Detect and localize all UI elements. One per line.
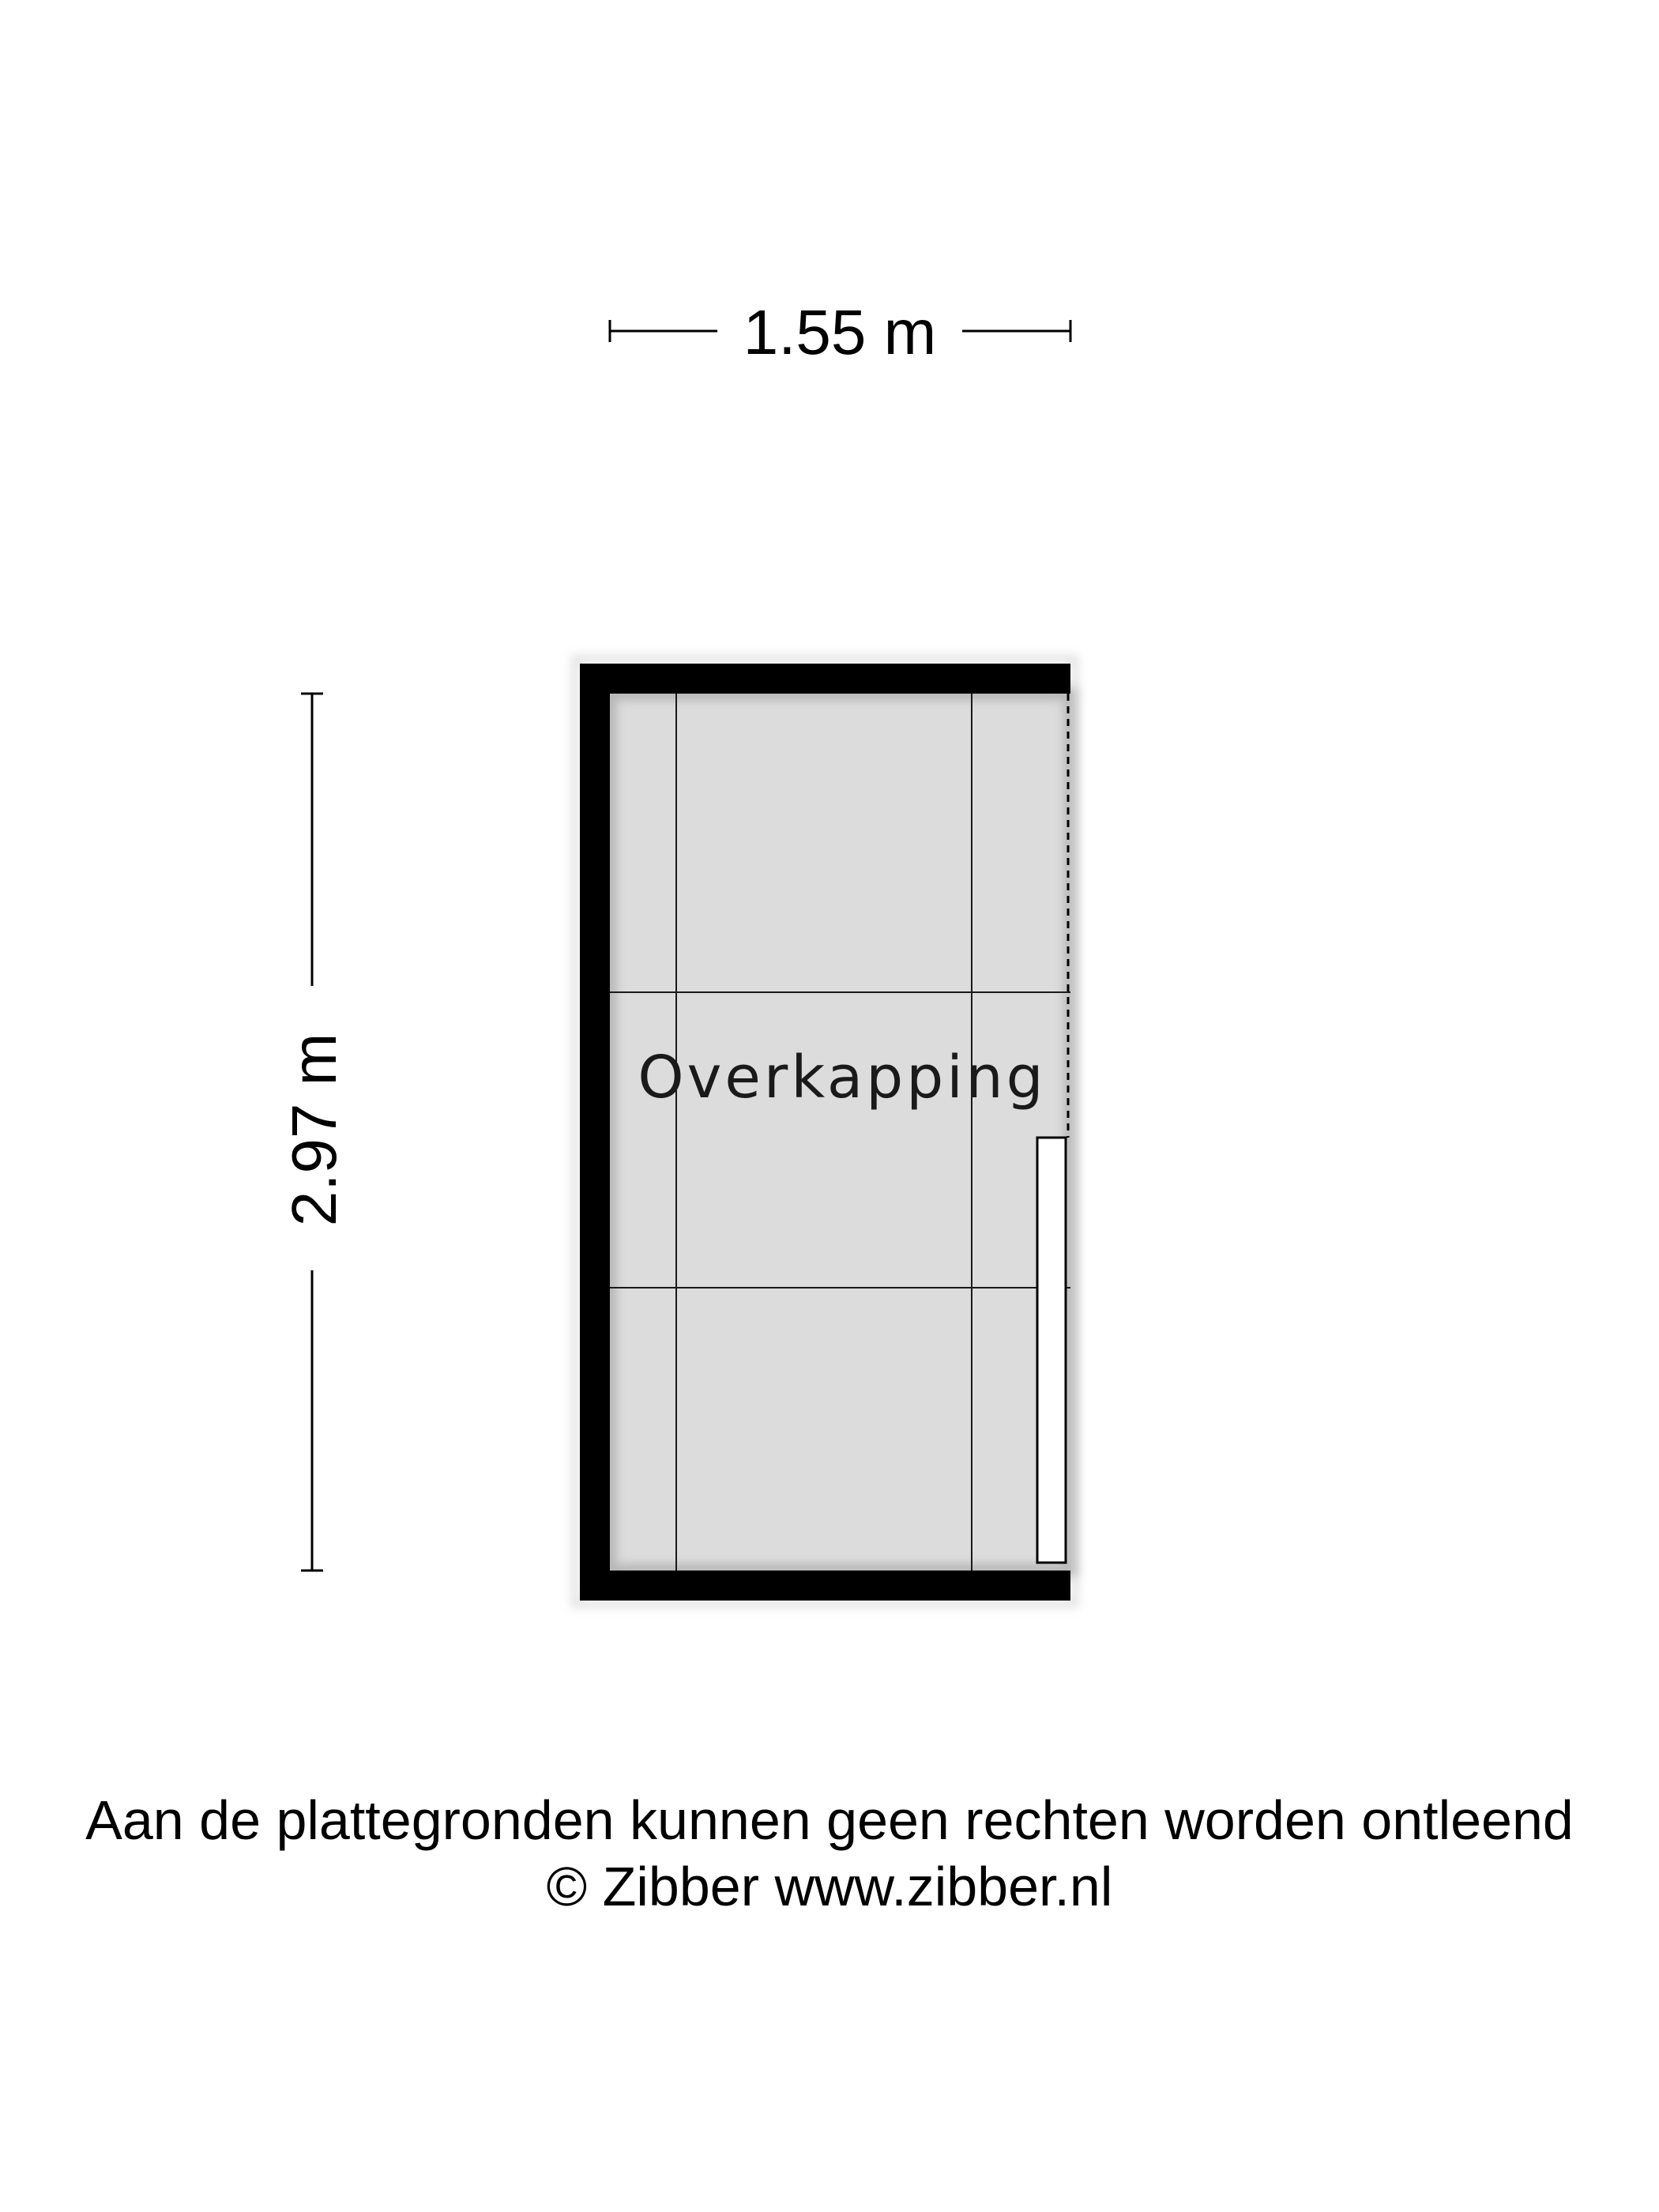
width-dimension [610, 297, 1070, 367]
wall-top [580, 664, 1070, 694]
footer-copyright: © Zibber www.zibber.nl [546, 1856, 1113, 1917]
room-floor [610, 694, 1070, 1571]
room-label: Overkapping [638, 1044, 1047, 1112]
room-overkapping [575, 659, 1074, 1604]
wall-bottom [580, 1571, 1070, 1601]
wall-left [580, 664, 610, 1601]
side-post [1037, 1138, 1066, 1563]
height-dimension [279, 694, 349, 1571]
footer-disclaimer: Aan de plattegronden kunnen geen rechten worden ontleend [85, 1789, 1574, 1851]
height-dimension-label: 2.97 m [279, 1033, 349, 1227]
width-dimension-label: 1.55 m [743, 297, 937, 367]
